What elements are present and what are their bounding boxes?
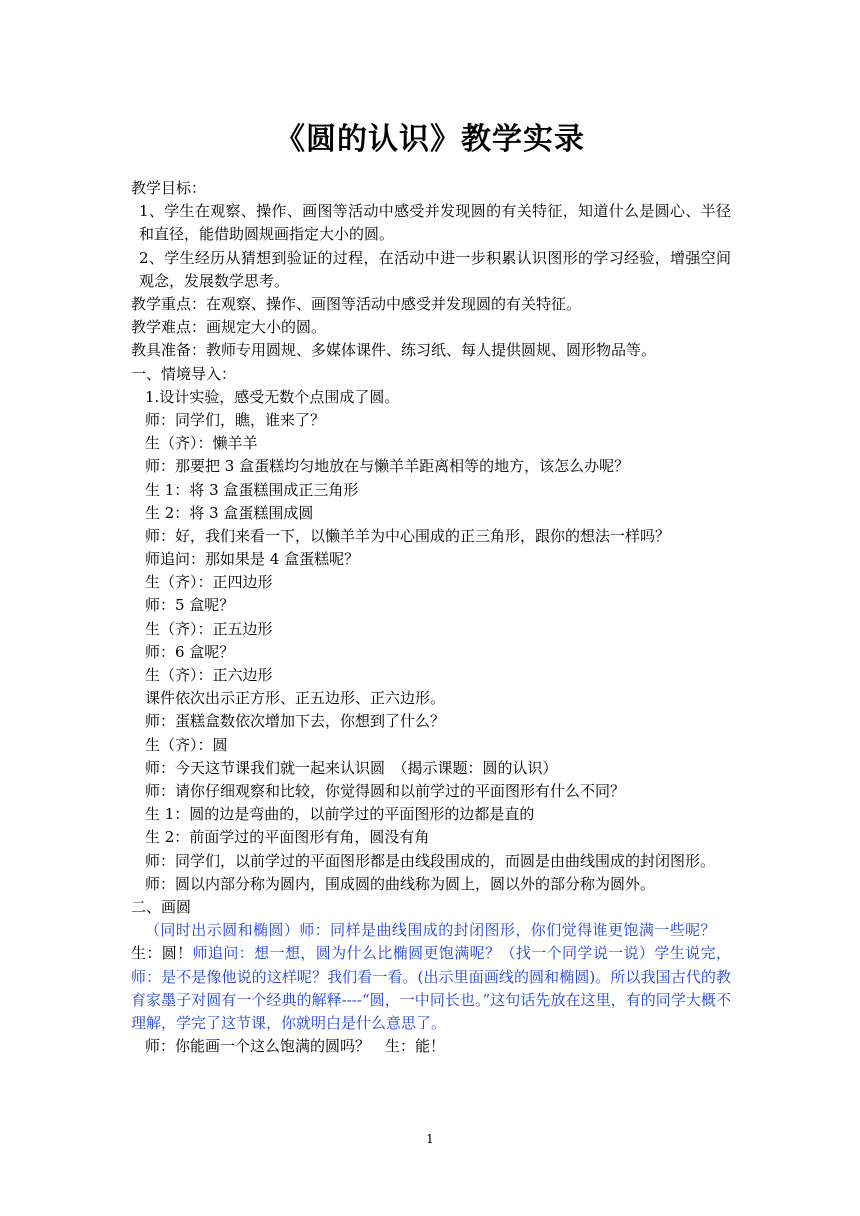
dialogue-line: 生（齐）：懒羊羊 (145, 434, 258, 453)
dialogue-line: 生 1：将 3 盒蛋糕围成正三角形 (145, 480, 359, 499)
dialogue-line: 生 1：圆的边是弯曲的，以前学过的平面图形的边都是直的 (145, 805, 535, 824)
dialogue-line: 师：好，我们来看一下，以懒羊羊为中心围成的正三角形，跟你的想法一样吗？ (145, 526, 671, 545)
materials: 教具准备：教师专用圆规、多媒体课件、练习纸、每人提供圆规、圆形物品等。 (131, 341, 657, 360)
section-2-paragraph (131, 919, 731, 1035)
dialogue-line: 1.设计实验，感受无数个点围成了圆。 (145, 387, 400, 406)
goal-1: 1、学生在观察、操作、画图等活动中感受并发现圆的有关特征，知道什么是圆心、半径和直径，能借助圆规画指定大小的圆。 (139, 202, 731, 244)
dialogue-line: 师：今天这节课我们就一起来认识圆 （揭示课题：圆的认识） (145, 758, 558, 777)
student-reply: 生：圆！ (131, 921, 731, 963)
difficulty: 教学难点：画规定大小的圆。 (131, 318, 327, 337)
dialogue-line: 师：5 盒呢？ (145, 596, 235, 615)
dialogue-line: 师：你能画一个这么饱满的圆吗？ 生：能！ (145, 1037, 446, 1056)
blue-text: 师追问：想一想，圆为什么比椭圆更饱满呢？（找一个同学说一说）学生说完，师：是不是像他说的这样呢？我们看一看。(出示里面画线的圆和椭圆)。所以我国古代的教育家墨子对圆有一个经典的解释----“圆，一中同长也。”这句话先放在这里，有的同学大概不理解，学完了这节课，你就明白是什么意思了。 (131, 944, 731, 1032)
dialogue-line: 师：6 盒呢？ (145, 642, 235, 661)
page-number: 1 (426, 1132, 434, 1146)
dialogue-line: 师：同学们，瞧，谁来了？ (145, 410, 326, 429)
section-2-heading: 二、画圆 (131, 897, 192, 916)
goals-heading: 教学目标： (131, 179, 207, 197)
dialogue-line: 师追问：那如果是 4 盒蛋糕呢？ (145, 550, 360, 569)
dialogue-line: 生（齐）：圆 (145, 735, 228, 754)
goal-2: 2、学生经历从猜想到验证的过程，在活动中进一步积累认识图形的学习经验，增强空间观念，发展数学思考。 (139, 248, 731, 290)
dialogue-line: 生（齐）：正四边形 (145, 573, 273, 592)
dialogue-paragraph: 师：圆以内部分称为圆内，围成圆的曲线称为圆上，圆以外的部分称为圆外。 (145, 874, 656, 893)
dialogue-line: 生 2：前面学过的平面图形有角，圆没有角 (145, 828, 430, 847)
dialogue-line: 师：那要把 3 盒蛋糕均匀地放在与懒羊羊距离相等的地方，该怎么办呢？ (145, 457, 630, 476)
dialogue-line: 生（齐）：正六边形 (145, 666, 273, 684)
key-point: 教学重点：在观察、操作、画图等活动中感受并发现圆的有关特征。 (131, 295, 582, 313)
dialogue-paragraph: 师：同学们，以前学过的平面图形都是由线段围成的，而圆是由曲线围成的封闭图形。 (145, 851, 716, 870)
section-1-heading: 一、情境导入： (131, 364, 237, 383)
dialogue-line: 生 2：将 3 盒蛋糕围成圆 (145, 503, 314, 522)
dialogue-line: 师：请你仔细观察和比较，你觉得圆和以前学过的平面图形有什么不同？ (145, 781, 626, 800)
document-body (131, 177, 731, 1058)
dialogue-line: 生（齐）：正五边形 (145, 619, 273, 638)
document-title: 《圆的认识》教学实录 (275, 122, 585, 157)
blue-text: （同时出示圆和椭圆）师：同样是曲线围成的封闭图形，你们觉得谁更饱满一些呢？ (145, 921, 716, 940)
dialogue-line: 师：蛋糕盒数依次增加下去，你想到了什么？ (145, 712, 446, 731)
dialogue-line: 课件依次出示正方形、正五边形、正六边形。 (145, 689, 446, 708)
